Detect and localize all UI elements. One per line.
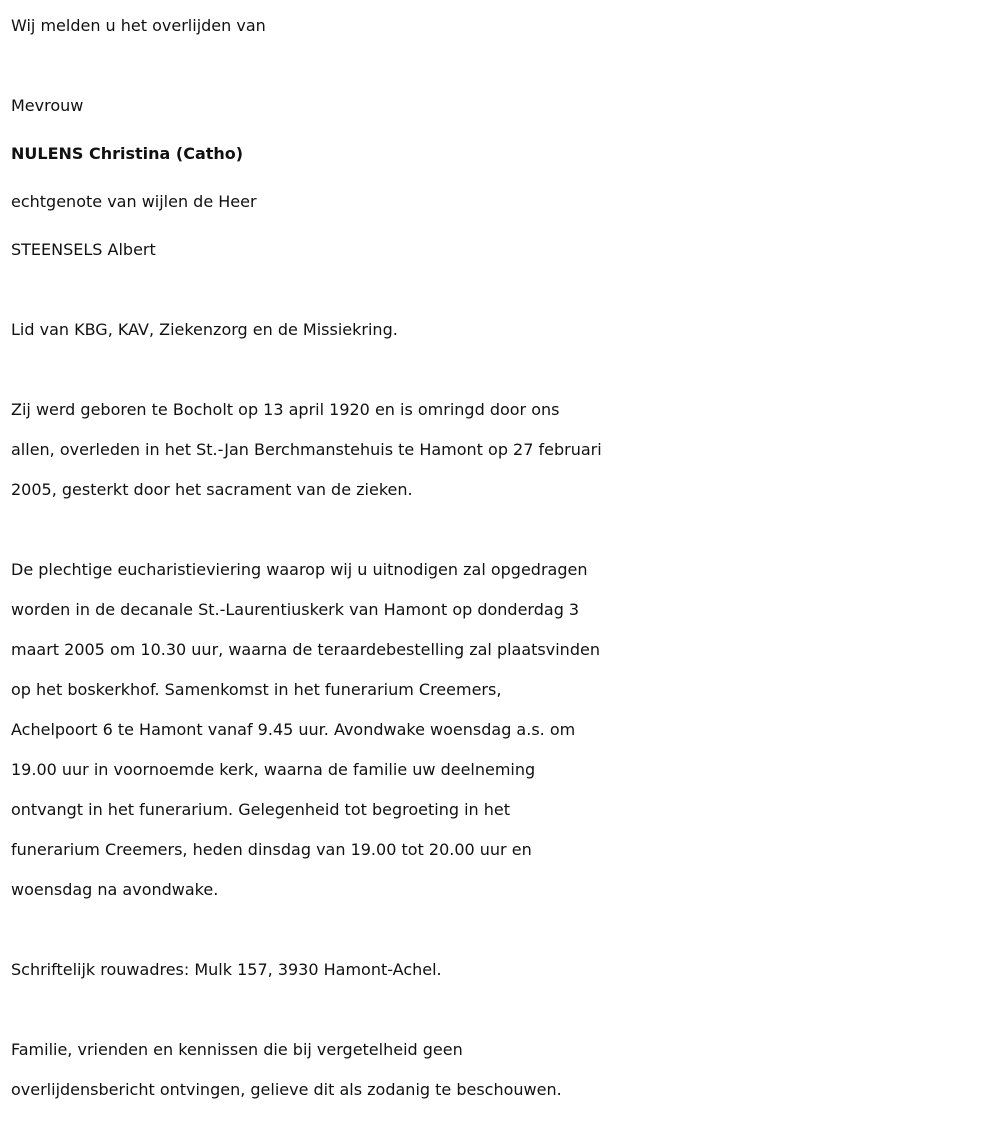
paragraph-line: 2005, gesterkt door het sacrament van de zieken. bbox=[11, 480, 413, 499]
ceremony-paragraph bbox=[11, 550, 996, 910]
paragraph-line: woensdag na avondwake. bbox=[11, 880, 219, 899]
paragraph-line: Zij werd geboren te Bocholt op 13 april 1920 en is omringd door ons bbox=[11, 400, 560, 419]
paragraph-line: 19.00 uur in voornoemde kerk, waarna de familie uw deelneming bbox=[11, 760, 536, 779]
address-line: Schriftelijk rouwadres: Mulk 157, 3930 Hamont-Achel. bbox=[11, 960, 442, 979]
paragraph-line: worden in de decanale St.-Laurentiuskerk van Hamont op donderdag 3 bbox=[11, 600, 580, 619]
paragraph-line: Familie, vrienden en kennissen die bij vergetelheid geen bbox=[11, 1040, 463, 1059]
membership-line: Lid van KBG, KAV, Ziekenzorg en de Missiekring. bbox=[11, 320, 398, 339]
paragraph-line: overlijdensbericht ontvingen, gelieve dit als zodanig te beschouwen. bbox=[11, 1080, 562, 1099]
paragraph-line: maart 2005 om 10.30 uur, waarna de teraardebestelling zal plaatsvinden bbox=[11, 640, 600, 659]
paragraph-line: Achelpoort 6 te Hamont vanaf 9.45 uur. Avondwake woensdag a.s. om bbox=[11, 720, 576, 739]
paragraph-line: ontvangt in het funerarium. Gelegenheid tot begroeting in het bbox=[11, 800, 511, 819]
paragraph-line: funerarium Creemers, heden dinsdag van 19.00 tot 20.00 uur en bbox=[11, 840, 532, 859]
paragraph-line: op het boskerkhof. Samenkomst in het funerarium Creemers, bbox=[11, 680, 502, 699]
closing-paragraph bbox=[11, 1030, 996, 1110]
title-prefix: Mevrouw bbox=[11, 96, 84, 115]
paragraph-line: allen, overleden in het St.-Jan Berchmanstehuis te Hamont op 27 februari bbox=[11, 440, 602, 459]
birth-death-paragraph bbox=[11, 390, 996, 510]
spouse-name: STEENSELS Albert bbox=[11, 240, 156, 259]
deceased-name: NULENS Christina (Catho) bbox=[11, 144, 244, 163]
paragraph-line: De plechtige eucharistieviering waarop wij u uitnodigen zal opgedragen bbox=[11, 560, 588, 579]
intro-line: Wij melden u het overlijden van bbox=[11, 16, 266, 35]
relation-line: echtgenote van wijlen de Heer bbox=[11, 192, 257, 211]
obituary-document bbox=[11, 6, 996, 1110]
